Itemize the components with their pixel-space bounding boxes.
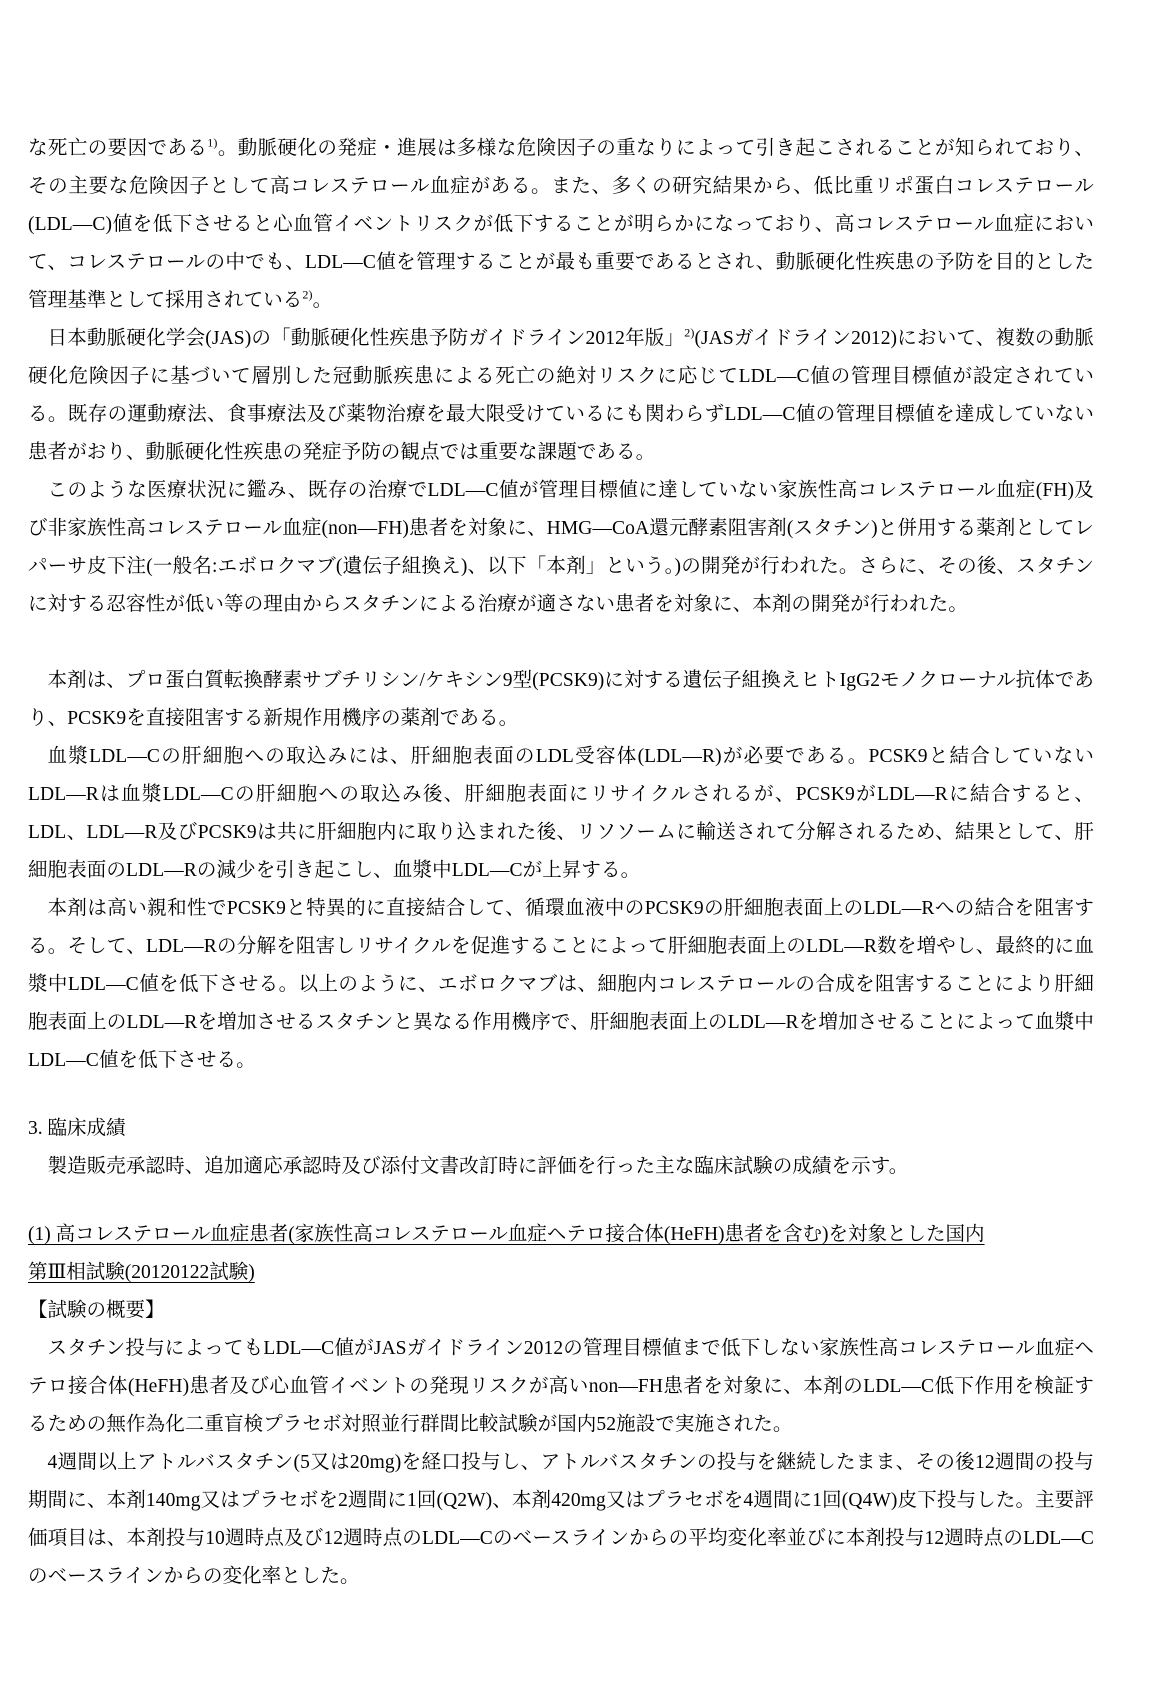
reference-marker: 2) xyxy=(684,325,695,340)
reference-marker: 1) xyxy=(207,135,218,150)
study-paragraph: 4週間以上アトルバスタチン(5又は20mg)を経口投与し、アトルバスタチンの投与を継続したまま、その後12週間の投与期間に、本剤140mg又はプラセボを2週間に1回(Q2W)、本剤420mg又はプラセボを4週間に1回(Q4W)皮下投与した。主要評価項目は、本剤投与10週時点及び12週時点のLDL―Cのベースラインからの平均変化率並びに本剤投与12週時点のLDL―Cのベースラインからの変化率とした。 xyxy=(28,1452,1094,1587)
body-paragraph: 日本動脈硬化学会(JAS)の「動脈硬化性疾患予防ガイドライン2012年版」$^{2)}$(JASガイドライン2012)において、複数の動脈硬化危険因子に基づいて層別した冠動脈疾患による死亡の絶対リスクに応じてLDL―C値の管理目標値が設定されている。既存の運動療法、食事療法及び薬物治療を最大限受けているにも関わらずLDL―C値の管理目標値を達成していない患者がおり、動脈硬化性疾患の発症予防の観点では重要な課題である。 xyxy=(28,325,1094,463)
body-paragraph: 血漿LDL―Cの肝細胞への取込みには、肝細胞表面のLDL受容体(LDL―R)が必要である。PCSK9と結合していないLDL―Rは血漿LDL―Cの肝細胞への取込み後、肝細胞表面にリサイクルされるが、PCSK9がLDL―Rに結合すると、LDL、LDL―R及びPCSK9は共に肝細胞内に取り込まれた後、リソソームに輸送されて分解されるため、結果として、肝細胞表面のLDL―Rの減少を引き起こし、血漿中LDL―Cが上昇する。 xyxy=(28,746,1094,881)
study-paragraph: スタチン投与によってもLDL―C値がJASガイドライン2012の管理目標値まで低下しない家族性高コレステロール血症ヘテロ接合体(HeFH)患者及び心血管イベントの発現リスクが高いnon―FH患者を対象に、本剤のLDL―C低下作用を検証するための無作為化二重盲検プラセボ対照並行群間比較試験が国内52施設で実施された。 xyxy=(28,1338,1094,1435)
section-heading-clinical-results: 3. 臨床成績 xyxy=(28,1118,126,1139)
body-paragraph: な死亡の要因である$^{1)}$。動脈硬化の発症・進展は多様な危険因子の重なりによって引き起こされることが知られており、その主要な危険因子として高コレステロール血症がある。また、多くの研究結果から、低比重リポ蛋白コレステロール(LDL―C)値を低下させると心血管イベントリスクが低下することが明らかになっており、高コレステロール血症において、コレステロールの中でも、LDL―C値を管理することが最も重要であるとされ、動脈硬化性疾患の予防を目的とした管理基準として採用されている$^{2)}$。 xyxy=(28,135,1095,311)
section-spacer xyxy=(28,1080,1094,1110)
body-paragraph: 本剤は、プロ蛋白質転換酵素サブチリシン/ケキシン9型(PCSK9)に対する遺伝子組換えヒトIgG2モノクローナル抗体であり、PCSK9を直接阻害する新規作用機序の薬剤である。 xyxy=(28,670,1094,729)
body-paragraph: 本剤は高い親和性でPCSK9と特異的に直接結合して、循環血液中のPCSK9の肝細胞表面上のLDL―Rへの結合を阻害する。そして、LDL―Rの分解を阻害しリサイクルを促進することによって肝細胞表面上のLDL―R数を増やし、最終的に血漿中LDL―C値を低下させる。以上のように、エボロクマブは、細胞内コレステロールの合成を阻害することにより肝細胞表面上のLDL―Rを増加させるスタチンと異なる作用機序で、肝細胞表面上のLDL―Rを増加させることによって血漿中LDL―C値を低下させる。 xyxy=(28,898,1094,1071)
subsection-heading-line-1: (1) 高コレステロール血症患者(家族性高コレステロール血症ヘテロ接合体(HeFH)患者を含む)を対象とした国内 xyxy=(28,1224,985,1245)
section-intro-text: 製造販売承認時、追加適応承認時及び添付文書改訂時に評価を行った主な臨床試験の成績を示す。 xyxy=(47,1156,909,1177)
paragraph-spacer xyxy=(28,624,1094,662)
subsection-heading-line-2: 第Ⅲ相試験(20120122試験) xyxy=(28,1262,255,1283)
body-paragraph: このような医療状況に鑑み、既存の治療でLDL―C値が管理目標値に達していない家族性高コレステロール血症(FH)及び非家族性高コレステロール血症(non―FH)患者を対象に、HMG―CoA還元酵素阻害剤(スタチン)と併用する薬剤としてレパーサ皮下注(一般名:エボロクマブ(遺伝子組換え)、以下「本剤」という。)の開発が行われた。さらに、その後、スタチンに対する忍容性が低い等の理由からスタチンによる治療が適さない患者を対象に、本剤の開発が行われた。 xyxy=(28,480,1094,615)
reference-marker: 2) xyxy=(302,287,313,302)
study-outline-heading: 【試験の概要】 xyxy=(28,1300,165,1321)
subsection-spacer xyxy=(28,1186,1094,1216)
